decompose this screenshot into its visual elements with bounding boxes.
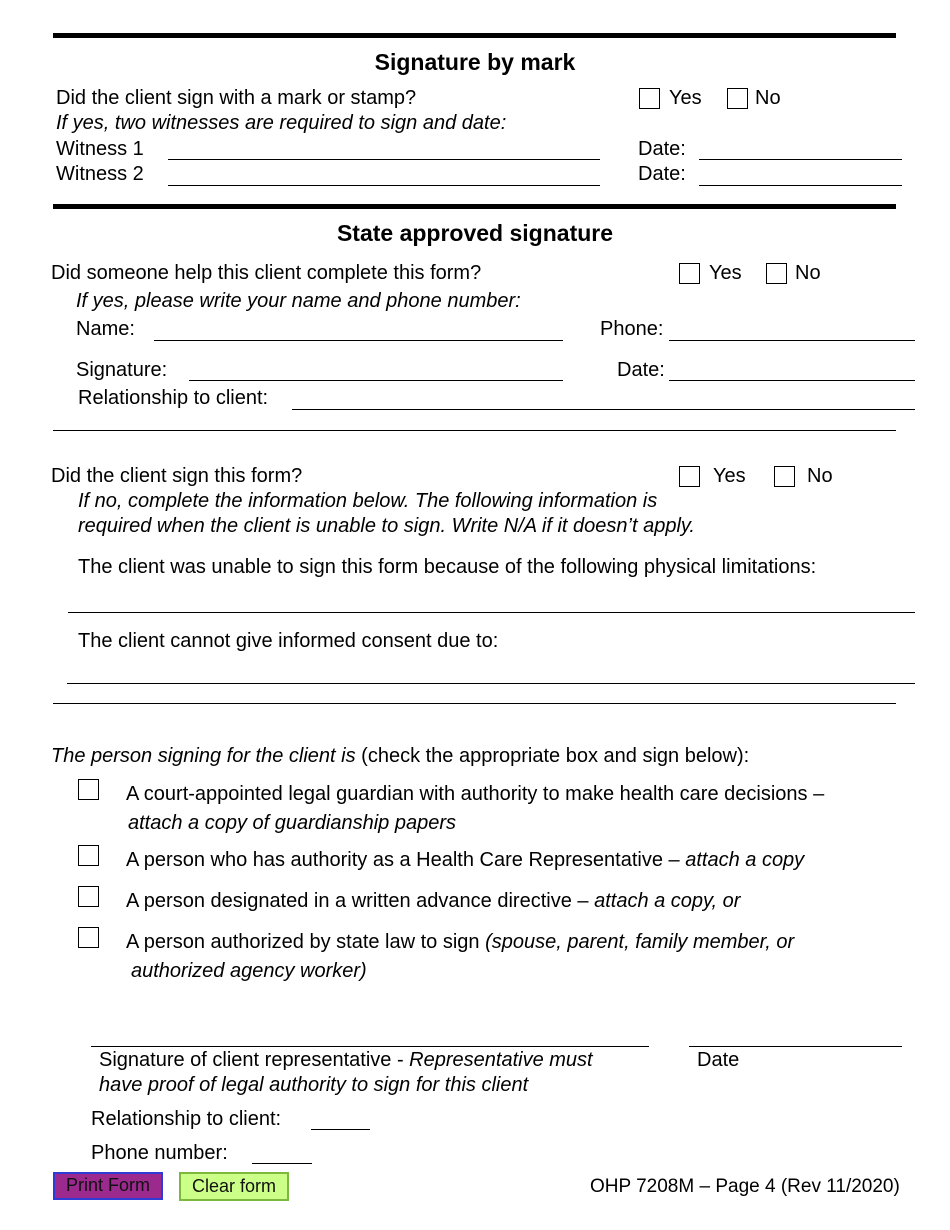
witness1-field[interactable] <box>168 159 600 160</box>
option-directive-line <box>126 890 740 913</box>
option-directive-text: A person designated in a written advance directive – <box>126 890 595 912</box>
rep-relationship-label: Relationship to client: <box>91 1108 282 1130</box>
option-hcr-line <box>126 849 804 872</box>
clear-form-button[interactable]: Clear form <box>179 1172 289 1201</box>
option-state-law-note-2: authorized agency worker) <box>131 960 367 982</box>
section-title-state: State approved signature <box>336 220 614 246</box>
helper-question: Did someone help this client complete this form? <box>51 262 482 284</box>
witness2-date-field[interactable] <box>699 185 902 186</box>
divider <box>53 430 896 431</box>
mark-no-label: No <box>755 87 781 109</box>
option-guardian-checkbox[interactable] <box>78 779 99 800</box>
client-sign-yes-label: Yes <box>713 465 746 487</box>
helper-no-label: No <box>795 262 821 284</box>
witness1-label: Witness 1 <box>56 138 144 160</box>
helper-phone-field[interactable] <box>669 340 915 341</box>
client-sign-question: Did the client sign this form? <box>51 465 303 487</box>
helper-name-field[interactable] <box>154 340 563 341</box>
mark-yes-label: Yes <box>669 87 702 109</box>
witness1-date-label: Date: <box>638 138 686 160</box>
client-sign-instruction-2: required when the client is unable to sign. Write N/A if it doesn’t apply. <box>78 515 695 537</box>
option-guardian-note: attach a copy of guardianship papers <box>128 812 456 834</box>
helper-signature-field[interactable] <box>189 380 563 381</box>
option-directive-checkbox[interactable] <box>78 886 99 907</box>
section-title-mark: Signature by mark <box>374 49 576 75</box>
form-id: OHP 7208M – Page 4 (Rev 11/2020) <box>590 1176 900 1197</box>
section-divider <box>53 204 896 209</box>
helper-date-field[interactable] <box>669 380 915 381</box>
helper-instruction: If yes, please write your name and phone number: <box>76 290 521 312</box>
representative-intro <box>51 745 749 768</box>
rep-signature-note-1: Representative must <box>409 1049 593 1071</box>
helper-yes-checkbox[interactable] <box>679 263 700 284</box>
option-state-law-note: (spouse, parent, family member, or <box>485 931 795 953</box>
rep-phone-label: Phone number: <box>91 1142 228 1164</box>
helper-relationship-field[interactable] <box>292 409 915 410</box>
mark-instruction: If yes, two witnesses are required to sign and date: <box>56 112 507 134</box>
rep-signature-note-2: have proof of legal authority to sign for this client <box>99 1074 529 1096</box>
option-hcr-checkbox[interactable] <box>78 845 99 866</box>
limitations-field[interactable] <box>68 612 915 613</box>
witness2-date-label: Date: <box>638 163 686 185</box>
limitations-label: The client was unable to sign this form because of the following physical limitations: <box>78 556 817 578</box>
witness1-date-field[interactable] <box>699 159 902 160</box>
option-directive-note: attach a copy, or <box>594 890 741 912</box>
consent-field[interactable] <box>67 683 915 684</box>
rep-signature-field[interactable] <box>91 1046 649 1047</box>
mark-question: Did the client sign with a mark or stamp? <box>56 87 417 109</box>
client-sign-no-checkbox[interactable] <box>774 466 795 487</box>
helper-date-label: Date: <box>617 359 665 381</box>
rep-date-label: Date <box>697 1049 740 1071</box>
section-divider <box>53 33 896 38</box>
helper-yes-label: Yes <box>709 262 742 284</box>
divider <box>53 703 896 704</box>
mark-no-checkbox[interactable] <box>727 88 748 109</box>
representative-intro-plain: (check the appropriate box and sign below): <box>355 745 750 767</box>
print-form-button[interactable]: Print Form <box>53 1172 163 1200</box>
option-state-law-line <box>126 931 794 954</box>
helper-relationship-label: Relationship to client: <box>78 387 269 409</box>
helper-phone-label: Phone: <box>600 318 664 340</box>
option-state-law-checkbox[interactable] <box>78 927 99 948</box>
witness2-label: Witness 2 <box>56 163 144 185</box>
helper-signature-label: Signature: <box>76 359 168 381</box>
mark-yes-checkbox[interactable] <box>639 88 660 109</box>
rep-date-field[interactable] <box>689 1046 902 1047</box>
rep-signature-label-plain: Signature of client representative - <box>99 1049 410 1071</box>
option-state-law-text: A person authorized by state law to sign <box>126 931 486 953</box>
option-guardian-text: A court-appointed legal guardian with authority to make health care decisions – <box>126 783 825 805</box>
consent-label: The client cannot give informed consent due to: <box>78 630 499 652</box>
witness2-field[interactable] <box>168 185 600 186</box>
client-sign-no-label: No <box>807 465 833 487</box>
option-hcr-note: attach a copy <box>685 849 805 871</box>
option-hcr-text: A person who has authority as a Health Care Representative – <box>126 849 686 871</box>
rep-signature-label <box>99 1049 593 1072</box>
client-sign-instruction-1: If no, complete the information below. The following information is <box>78 490 658 512</box>
rep-phone-field[interactable] <box>252 1163 312 1164</box>
helper-name-label: Name: <box>76 318 135 340</box>
client-sign-yes-checkbox[interactable] <box>679 466 700 487</box>
helper-no-checkbox[interactable] <box>766 263 787 284</box>
representative-intro-italic: The person signing for the client is <box>51 745 356 767</box>
rep-relationship-field[interactable] <box>311 1129 370 1130</box>
